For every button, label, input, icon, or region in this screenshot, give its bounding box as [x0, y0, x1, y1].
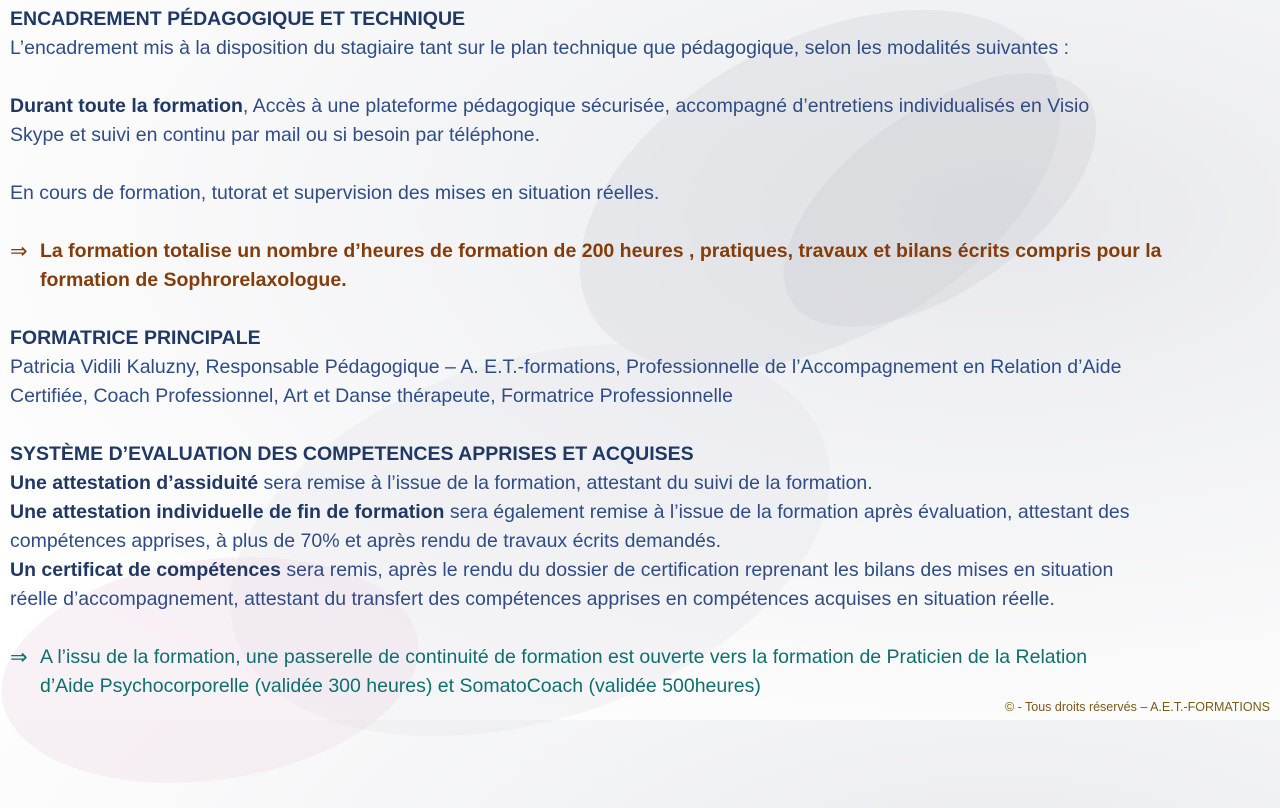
document-body [10, 5, 1272, 701]
attestation-assiduite-text: sera remise à l’issue de la formation, attestant du suivi de la formation. [258, 472, 873, 494]
section-title-formatrice: FORMATRICE PRINCIPALE [10, 327, 261, 349]
certificat-bold: Un certificat de compétences [10, 559, 281, 581]
attestation-fin-text: sera également remise à l’issue de la formation après évaluation, attestant des [444, 501, 1130, 523]
formatrice-line2: Certifiée, Coach Professionnel, Art et Danse thérapeute, Formatrice Professionnelle [10, 385, 733, 407]
section-title-encadrement: ENCADREMENT PÉDAGOGIQUE ET TECHNIQUE [10, 8, 466, 30]
certificat-text: sera remis, après le rendu du dossier de certification reprenant les bilans des mises en situation [280, 559, 1114, 581]
passerelle-note [10, 643, 1272, 701]
hours-highlight [10, 237, 1272, 295]
formatrice-line1: Patricia Vidili Kaluzny, Responsable Pédagogique – A. E.T.-formations, Professionnelle de l’Accompagnement en Relation d’Aide [10, 356, 1122, 378]
formation-support-bold: Durant toute la formation [10, 95, 243, 117]
formation-support-line2: Skype et suivi en continu par mail ou si besoin par téléphone. [10, 124, 541, 146]
attestation-assiduite [10, 469, 1272, 498]
passerelle-line1: A l’issu de la formation, une passerelle de continuité de formation est ouverte vers la formation de Praticien de la Relation [40, 646, 1088, 668]
attestation-fin-bold: Une attestation individuelle de fin de formation [10, 501, 445, 523]
certificat-line2: réelle d’accompagnement, attestant du transfert des compétences apprises en compétences acquises en situation réelle. [10, 588, 1055, 610]
encadrement-intro: L’encadrement mis à la disposition du stagiaire tant sur le plan technique que pédagogique, selon les modalités suivantes : [10, 37, 1070, 59]
passerelle-line2: d’Aide Psychocorporelle (validée 300 heures) et SomatoCoach (validée 500heures) [40, 675, 761, 697]
arrow-right-icon: ⇒ [10, 240, 28, 263]
hours-highlight-line1: La formation totalise un nombre d’heures de formation de 200 heures , pratiques, travaux et bilans écrits compris pour la [40, 240, 1162, 262]
tutoring-line: En cours de formation, tutorat et supervision des mises en situation réelles. [10, 182, 660, 204]
certificat-competences [10, 556, 1272, 585]
section-title-evaluation: SYSTÈME D’EVALUATION DES COMPETENCES APPRISES ET ACQUISES [10, 443, 694, 465]
attestation-fin-formation [10, 498, 1272, 527]
formation-support-text: , Accès à une plateforme pédagogique sécurisée, accompagné d’entretiens individualisés en Visio [242, 95, 1090, 117]
copyright-footer: © - Tous droits réservés – A.E.T.-FORMATIONS [1004, 700, 1270, 714]
hours-highlight-line2: formation de Sophrorelaxologue. [40, 269, 347, 291]
formation-support-line [10, 92, 1272, 121]
attestation-assiduite-bold: Une attestation d’assiduité [10, 472, 259, 494]
arrow-right-icon: ⇒ [10, 646, 28, 669]
attestation-fin-line2: compétences apprises, à plus de 70% et après rendu de travaux écrits demandés. [10, 530, 722, 552]
